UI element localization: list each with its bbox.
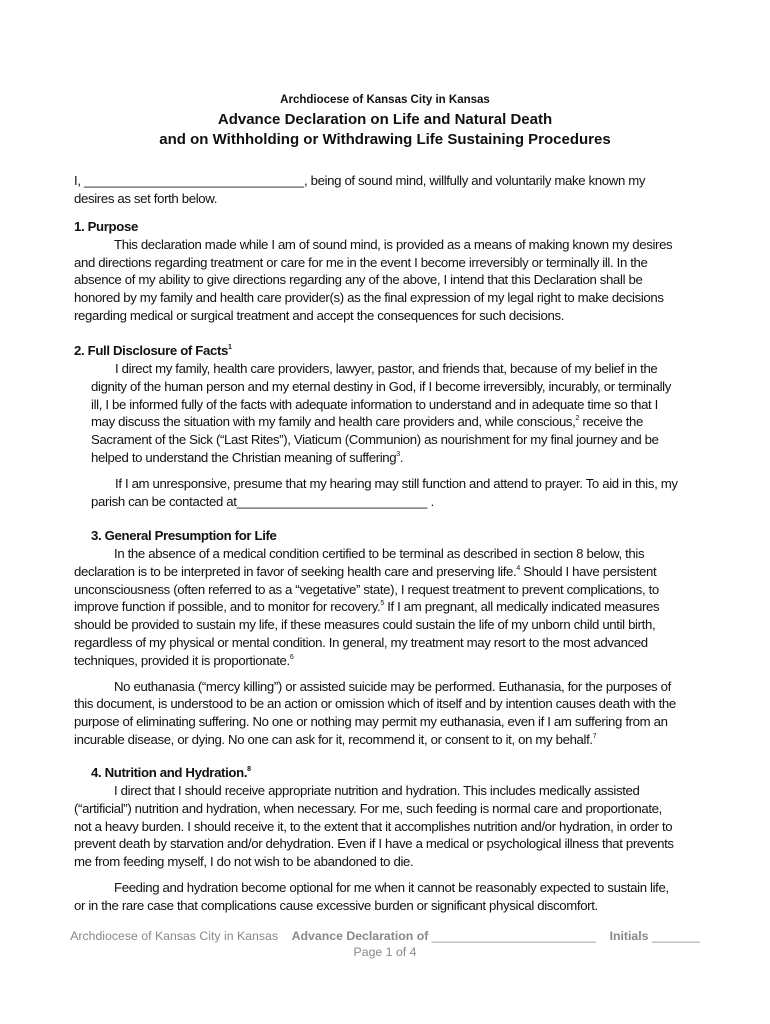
intro-paragraph [74,172,680,208]
section-3-text-a: In the absence of a medical condition certified to be terminal as described in section 8 below, this declaration is to be interpreted in favor of seeking health care and preserving life. [74,546,645,579]
page-footer [0,928,770,960]
footnote-ref-5: 5 [380,600,384,608]
section-3-p2-text: No euthanasia (“mercy killing”) or assisted suicide may be performed. Euthanasia, for the purposes of this document, is understood to be an action or omission which of itself and by intention causes death with the purpose of eliminating suffering. No one or nothing may permit my euthanasia, even if I am suffering from an incurable disease, or dying. No one can ask for it, recommend it, or consent to it, on my behalf. [74,678,676,747]
footer-line [0,928,770,944]
footer-doc-blank[interactable]: ________________________ [431,929,596,943]
section-2-heading [74,342,680,360]
section-2-p2-end: . [427,493,434,509]
intro-suffix: , being of sound mind, willfully and voluntarily make known my desires as set forth below. [74,173,646,206]
section-2-text-b: receive the Sacrament of the Sick (“Last Rites”), Viaticum (Communion) as nourishment for my final journey and be helped to understand the Christian meaning of suffering [91,414,659,465]
section-2-body [91,360,680,510]
section-2-paragraph-1 [91,360,680,467]
parish-contact-blank[interactable]: __________________________ [236,493,428,509]
section-general-presumption [91,527,680,545]
page-number: Page 1 of 4 [353,945,417,959]
section-3-heading: 3. General Presumption for Life [91,528,277,543]
section-2-paragraph-2 [91,475,680,511]
section-4-paragraph-2: Feeding and hydration become optional for me when it cannot be reasonably expected to sustain life, or in the rare case that complications cause excessive burden or significant physical discomfort. [74,879,669,913]
section-2-p2-text: If I am unresponsive, presume that my hearing may still function and attend to prayer. To aid in this, my parish can be contacted at [91,475,678,509]
footnote-ref-4: 4 [516,564,520,572]
footnote-ref-3: 3 [396,450,400,458]
section-1-text: This declaration made while I am of sound mind, is provided as a means of making known my desires and directions regarding treatment or care for me in the event I become irreversibly or terminally ill. In the absence of my ability to give directions regarding any of the above, I intend that this Declaration shall be honored by my family and health care provider(s) as the final expression of my legal right to make decisions regarding medical or surgical treatment and accept the consequences for such decisions. [74,236,673,323]
footnote-ref-6: 6 [289,653,294,661]
declarant-name-blank[interactable]: ______________________________ [83,173,304,188]
section-4-paragraph-1: I direct that I should receive appropriate nutrition and hydration. This includes medically assisted (“artificial”) nutrition and hydration, when necessary. For me, such feeding is normal care and proportionate, not a heavy burden. I should receive it, to the extent that it accomplishes nutrition and/or hydration, in order to prevent death by starvation and/or dehydration. Even if I have a medical or psychological illness that prevents me from feeding myself, I do not wish to be abandoned to die. [74,783,674,870]
section-3-paragraph-1 [74,545,680,670]
document-header [0,93,770,150]
footnote-ref-1: 1 [227,344,232,351]
footer-initials-blank[interactable]: _______ [651,929,700,943]
footer-org: Archdiocese of Kansas City in Kansas [70,929,278,943]
section-3-text-c: If I am pregnant, all medically indicated measures should be provided to sustain my life, if these measures could sustain the life of my unborn child until birth, regardless of my physical or mental condition. In general, my treatment may resort to the most advanced techniques, provided it is proportionate. [74,599,660,668]
section-purpose [74,218,680,325]
footer-initials-label: Initials [609,929,649,943]
section-3-body [74,545,680,749]
organization-name: Archdiocese of Kansas City in Kansas [280,94,490,106]
section-2-text-a: I direct my family, health care providers, lawyer, pastor, and friends that, because of my belief in the dignity of the human person and my eternal destiny in God, if I become irreversibly, incurably, or terminally ill, I be informed fully of the facts with adequate information to understand and in adequate time so that I may discuss the situation with my family and health care providers and, while conscious, [91,361,671,430]
footer-doc-label: Advance Declaration of [291,929,429,943]
section-4-body [74,782,680,915]
section-3-text-b: Should I have persistent unconsciousness (often referred to as a “vegetative” state), I request treatment to prevent complications, to improve function if possible, and to monitor for recovery. [74,563,659,615]
footnote-ref-7: 7 [592,732,597,740]
section-2-heading-text: 2. Full Disclosure of Facts [74,343,228,358]
footnote-ref-2: 2 [575,415,580,423]
section-1-heading: 1. Purpose [74,219,138,234]
section-4-heading-text: 4. Nutrition and Hydration. [91,765,248,780]
section-2-text-c: . [399,449,404,465]
footnote-ref-8: 8 [247,766,251,773]
intro-prefix: I, [74,173,84,188]
document-title-line-1: Advance Declaration on Life and Natural Death [217,111,553,128]
section-nutrition-hydration [91,764,680,782]
section-full-disclosure [74,342,680,360]
section-3-paragraph-2 [74,678,680,749]
document-title-line-2: and on Withholding or Withdrawing Life Sustaining Procedures [159,131,611,148]
section-4-heading [91,764,680,782]
